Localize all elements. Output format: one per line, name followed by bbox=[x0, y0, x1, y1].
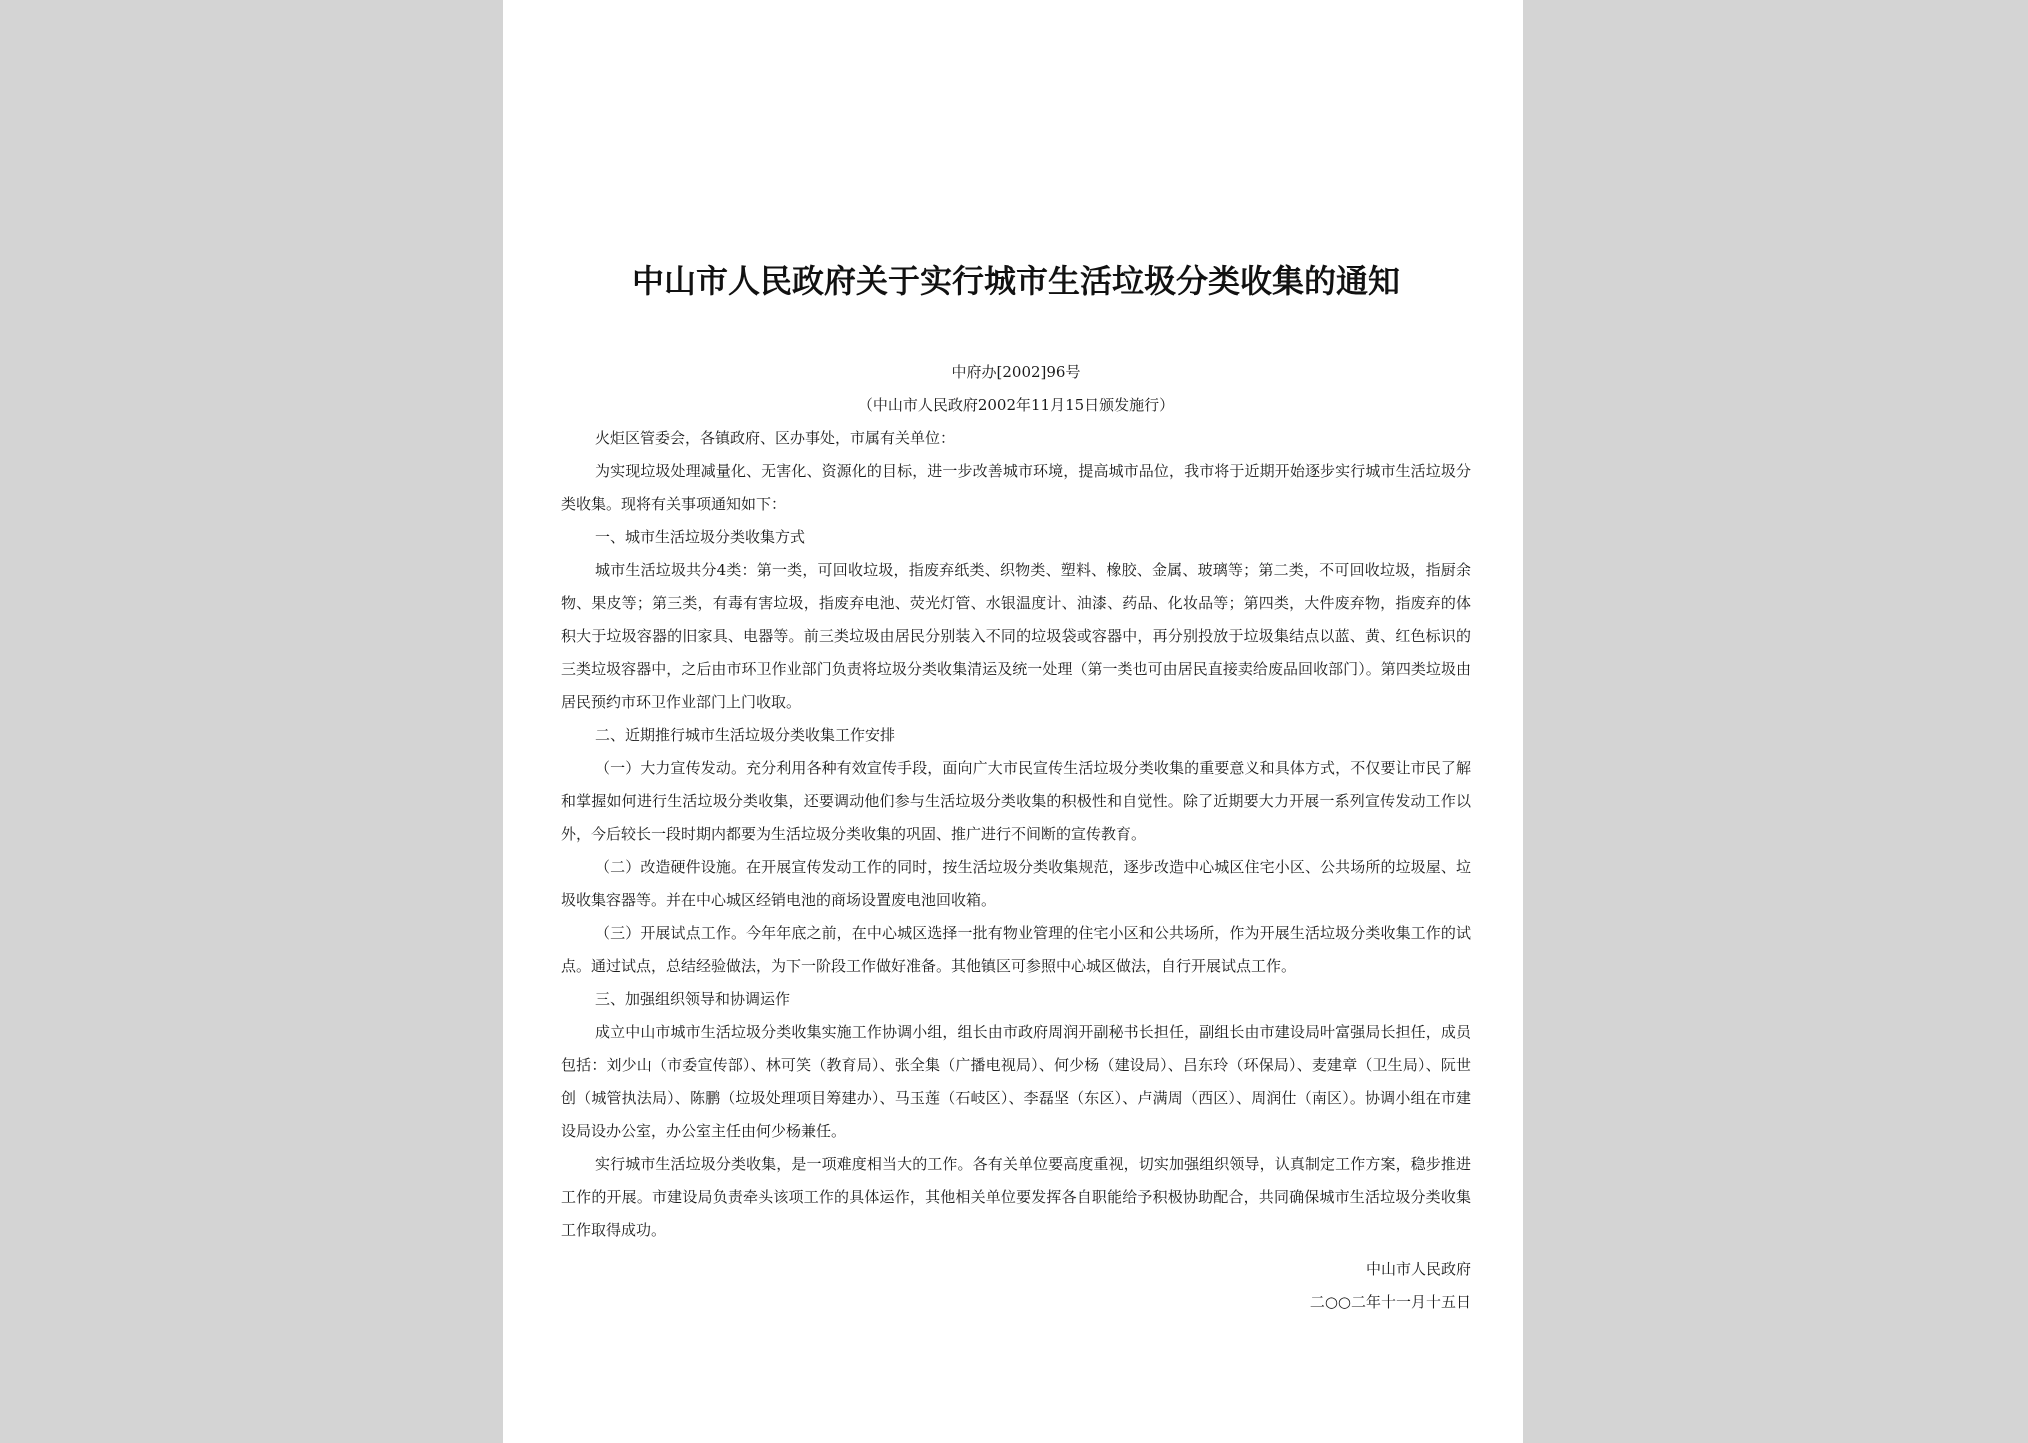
paragraph: 成立中山市城市生活垃圾分类收集实施工作协调小组，组长由市政府周润开副秘书长担任，副组长由市建设局叶富强局长担任，成员包括：刘少山（市委宣传部）、林可笑（教育局）、张全集（广播电视局）、何少杨（建设局）、吕东玲（环保局）、麦建章（卫生局）、阮世创（城管执法局）、陈鹏（垃圾处理项目筹建办）、马玉莲（石岐区）、李磊坚（东区）、卢满周（西区）、周润仕（南区）。协调小组在市建设局设办公室，办公室主任由何少杨兼任。 bbox=[561, 1023, 1471, 1140]
paragraph: 为实现垃圾处理减量化、无害化、资源化的目标，进一步改善城市环境，提高城市品位，我市将于近期开始逐步实行城市生活垃圾分类收集。现将有关事项通知如下： bbox=[561, 462, 1471, 513]
signature-block bbox=[561, 1253, 1471, 1319]
signatory: 中山市人民政府 bbox=[1365, 1260, 1471, 1278]
document-content bbox=[561, 262, 1471, 1319]
document-body bbox=[561, 422, 1471, 1247]
paragraph: 城市生活垃圾共分4类：第一类，可回收垃圾，指废弃纸类、织物类、塑料、橡胶、金属、玻璃等；第二类，不可回收垃圾，指厨余物、果皮等；第三类，有毒有害垃圾，指废弃电池、荧光灯管、水银温度计、油漆、药品、化妆品等；第四类，大件废弃物，指废弃的体积大于垃圾容器的旧家具、电器等。前三类垃圾由居民分别装入不同的垃圾袋或容器中，再分别投放于垃圾集结点以蓝、黄、红色标识的三类垃圾容器中，之后由市环卫作业部门负责将垃圾分类收集清运及统一处理（第一类也可由居民直接卖给废品回收部门）。第四类垃圾由居民预约市环卫作业部门上门收取。 bbox=[561, 561, 1471, 711]
document-title: 中山市人民政府关于实行城市生活垃圾分类收集的通知 bbox=[631, 262, 1400, 300]
addressee: 火炬区管委会，各镇政府、区办事处，市属有关单位： bbox=[595, 429, 956, 447]
section-heading: 三、加强组织领导和协调运作 bbox=[595, 990, 791, 1008]
section-heading: 二、近期推行城市生活垃圾分类收集工作安排 bbox=[595, 726, 896, 744]
paragraph: 实行城市生活垃圾分类收集，是一项难度相当大的工作。各有关单位要高度重视，切实加强组织领导，认真制定工作方案，稳步推进工作的开展。市建设局负责牵头该项工作的具体运作，其他相关单位要发挥各自职能给予积极协助配合，共同确保城市生活垃圾分类收集工作取得成功。 bbox=[561, 1155, 1471, 1239]
paragraph: （一）大力宣传发动。充分利用各种有效宣传手段，面向广大市民宣传生活垃圾分类收集的重要意义和具体方式，不仅要让市民了解和掌握如何进行生活垃圾分类收集，还要调动他们参与生活垃圾分类收集的积极性和自觉性。除了近期要大力开展一系列宣传发动工作以外，今后较长一段时期内都要为生活垃圾分类收集的巩固、推广进行不间断的宣传教育。 bbox=[561, 759, 1471, 843]
document-number: 中府办[2002]96号 bbox=[951, 363, 1081, 381]
section-heading: 一、城市生活垃圾分类收集方式 bbox=[595, 528, 806, 546]
signature-date: 二○○二年十一月十五日 bbox=[1309, 1293, 1471, 1311]
document-page bbox=[503, 0, 1523, 1443]
paragraph: （三）开展试点工作。今年年底之前，在中心城区选择一批有物业管理的住宅小区和公共场所，作为开展生活垃圾分类收集工作的试点。通过试点，总结经验做法，为下一阶段工作做好准备。其他镇区可参照中心城区做法，自行开展试点工作。 bbox=[561, 924, 1471, 975]
issued-note: （中山市人民政府2002年11月15日颁发施行） bbox=[857, 396, 1175, 414]
paragraph: （二）改造硬件设施。在开展宣传发动工作的同时，按生活垃圾分类收集规范，逐步改造中心城区住宅小区、公共场所的垃圾屋、垃圾收集容器等。并在中心城区经销电池的商场设置废电池回收箱。 bbox=[561, 858, 1471, 909]
